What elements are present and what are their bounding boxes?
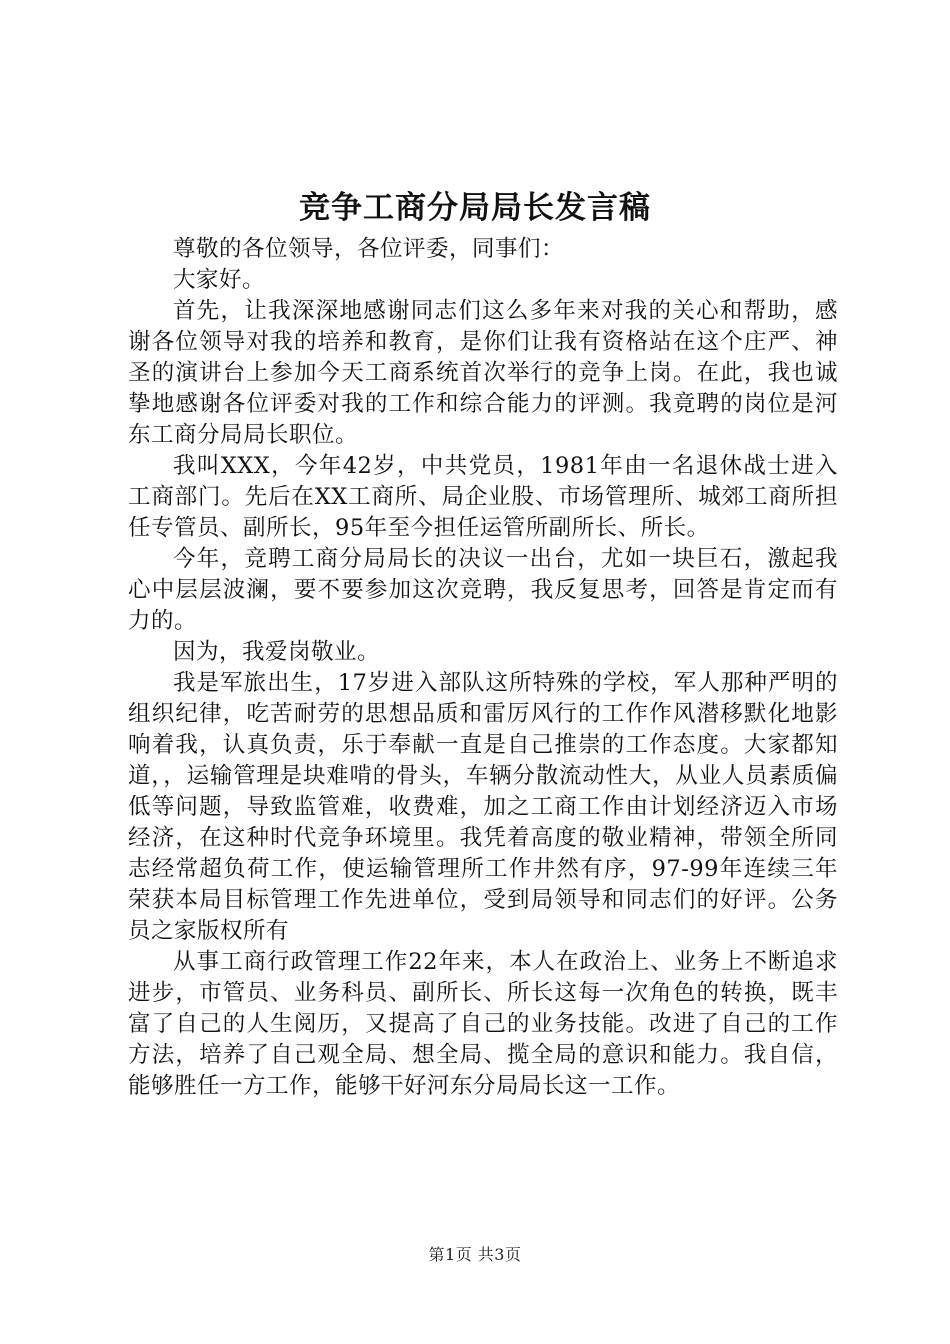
paragraph-salutation: 尊敬的各位领导，各位评委，同事们： xyxy=(173,236,565,262)
document-title: 竞争工商分局局长发言稿 xyxy=(299,190,651,226)
paragraph-thanks: 首先，让我深深地感谢同志们这么多年来对我的关心和帮助，感谢各位领导对我的培养和教育，是你们让我有资格站在这个庄严、神圣的演讲台上参加今天工商系统首次举行的竞争上岗。在此，我也诚挚地感谢各位评委对我的工作和综合能力的评测。我竟聘的岗位是河东工商分局局长职位。 xyxy=(128,298,838,448)
paragraph-military-background: 我是军旅出生，17岁进入部队这所特殊的学校，军人那种严明的组织纪律，吃苦耐劳的思想品质和雷厉风行的工作作风潜移默化地影响着我，认真负责，乐于奉献一直是自己推崇的工作态度。大家都知道，，运输管理是块难啃的骨头，车辆分散流动性大，从业人员素质偏低等问题，导致监管难，收费难，加之工商工作由计划经济迈入市场经济，在这种时代竞争环境里。我凭着高度的敬业精神，带领全所同志经常超负荷工作，使运输管理所工作井然有序，97-99年连续三年荣获本局目标管理工作先进单位，受到局领导和同志们的好评。公务员之家版权所有 xyxy=(128,670,838,944)
document-body xyxy=(128,234,838,1102)
paragraph-experience: 从事工商行政管理工作22年来，本人在政治上、业务上不断追求进步，市管员、业务科员、副所长、所长这每一次角色的转换，既丰富了自己的人生阅历，又提高了自己的业务技能。改进了自己的工作方法，培养了自己观全局、想全局、揽全局的意识和能力。我自信，能够胜任一方工作，能够干好河东分局局长这一工作。 xyxy=(128,949,838,1099)
paragraph-motivation: 今年，竞聘工商分局局长的决议一出台，尤如一块巨石，激起我心中层层波澜，要不要参加这次竞聘，我反复思考，回答是肯定而有力的。 xyxy=(128,546,838,634)
page-number-footer: 第1页 共3页 xyxy=(428,1245,522,1264)
paragraph-introduction: 我叫XXX，今年42岁，中共党员，1981年由一名退休战士进入工商部门。先后在XX工商所、局企业股、市场管理所、城郊工商所担任专管员、副所长，95年至今担任运管所副所长、所长。 xyxy=(128,453,838,541)
paragraph-reason: 因为，我爱岗敬业。 xyxy=(173,639,381,665)
paragraph-greeting: 大家好。 xyxy=(173,267,266,293)
